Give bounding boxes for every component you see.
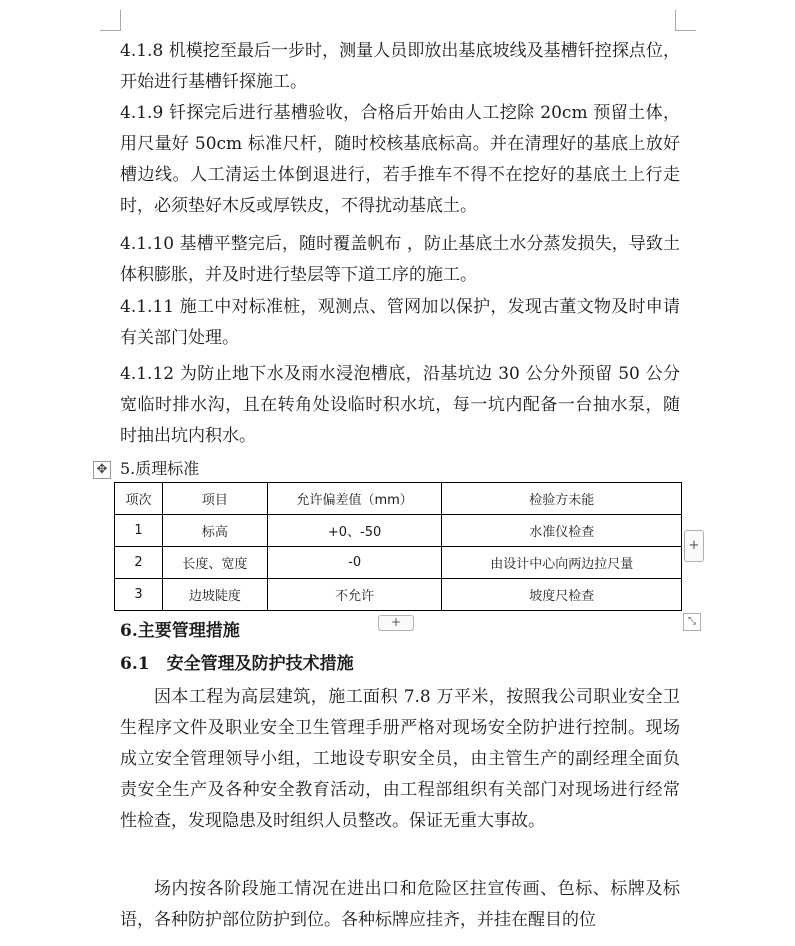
quality-standard-table <box>114 482 682 611</box>
table-header-cell[interactable]: 项目 <box>162 483 267 515</box>
section-6-1-title: 6.1 安全管理及防护技术措施 <box>120 654 354 674</box>
table-cell[interactable]: 长度、宽度 <box>162 547 267 579</box>
table-cell[interactable]: 2 <box>115 547 163 579</box>
table-cell[interactable]: +0、-50 <box>267 515 442 547</box>
paragraph-6-1-body-2: 场内按各阶段施工情况在进出口和危险区拄宣传画、色标、标牌及标语，各种防护部位防护到位。各种标牌应挂齐，并挂在醒目的位 <box>120 879 680 930</box>
paragraph-4-1-10: 4.1.10 基槽平整完后，随时覆盖帆布 ，防止基底土水分蒸发损失，导致土体积膨胀，并及时进行垫层等下道工序的施工。 <box>120 234 680 285</box>
table-cell[interactable]: 边坡陡度 <box>162 579 267 611</box>
table-cell[interactable]: 水准仪检查 <box>442 515 682 547</box>
section-5-title: 5.质理标准 <box>120 459 200 478</box>
table-cell[interactable]: 3 <box>115 579 163 611</box>
table-cell[interactable]: 标高 <box>162 515 267 547</box>
table-header-cell[interactable]: 项次 <box>115 483 163 515</box>
table-cell[interactable]: 由设计中心向两边拉尺量 <box>442 547 682 579</box>
table-cell[interactable]: -0 <box>267 547 442 579</box>
paragraph-4-1-12: 4.1.12 为防止地下水及雨水浸泡槽底，沿基坑边 30 公分外预留 50 公分宽临时排水沟，且在转角处设临时积水坑，每一坑内配备一台抽水泵，随时抽出坑内积水。 <box>120 364 680 446</box>
table-header-cell[interactable]: 允许偏差值（mm） <box>267 483 442 515</box>
table-cell[interactable]: 1 <box>115 515 163 547</box>
table-row <box>115 579 682 611</box>
page-corner-top-left <box>100 10 121 31</box>
table-cell[interactable]: 坡度尺检查 <box>442 579 682 611</box>
paragraph-4-1-8: 4.1.8 机模挖至最后一步时，测量人员即放出基底坡线及基槽钎控探点位，开始进行基槽钎探施工。 <box>120 41 680 92</box>
table-row <box>115 515 682 547</box>
paragraph-4-1-11: 4.1.11 施工中对标准桩，观测点、管网加以保护，发现古董文物及时申请有关部门处理。 <box>120 297 680 348</box>
table-header-cell[interactable]: 检验方未能 <box>442 483 682 515</box>
add-row-button[interactable]: + <box>378 615 414 631</box>
add-column-button[interactable]: + <box>684 530 704 562</box>
page-corner-top-right <box>675 10 696 31</box>
paragraph-4-1-9: 4.1.9 钎探完后进行基槽验收，合格后开始由人工挖除 20cm 预留土体，用尺量好 50cm 标准尺杆，随时校核基底标高。并在清理好的基底上放好槽边线。人工清运土体倒退进行，若手推车不得不在挖好的基底土上行走时，必须垫好木反或厚铁皮，不得扰动基底土。 <box>120 103 680 216</box>
table-resize-icon[interactable]: ⤡ <box>683 613 701 631</box>
table-move-handle-icon[interactable]: ✥ <box>93 461 111 479</box>
section-6-title: 6.主要管理措施 <box>120 621 240 641</box>
paragraph-6-1-body: 因本工程为高层建筑，施工面积 7.8 万平米，按照我公司职业安全卫生程序文件及职业安全卫生管理手册严格对现场安全防护进行控制。现场成立安全管理领导小组，工地设专职安全员，由主管生产的副经理全面负责安全生产及各种安全教育活动，由工程部组织有关部门对现场进行经常性检查，发现隐患及时组织人员整改。保证无重大事故。 <box>120 687 680 831</box>
table-header-row <box>115 483 682 515</box>
table-cell[interactable]: 不允许 <box>267 579 442 611</box>
table-row <box>115 547 682 579</box>
